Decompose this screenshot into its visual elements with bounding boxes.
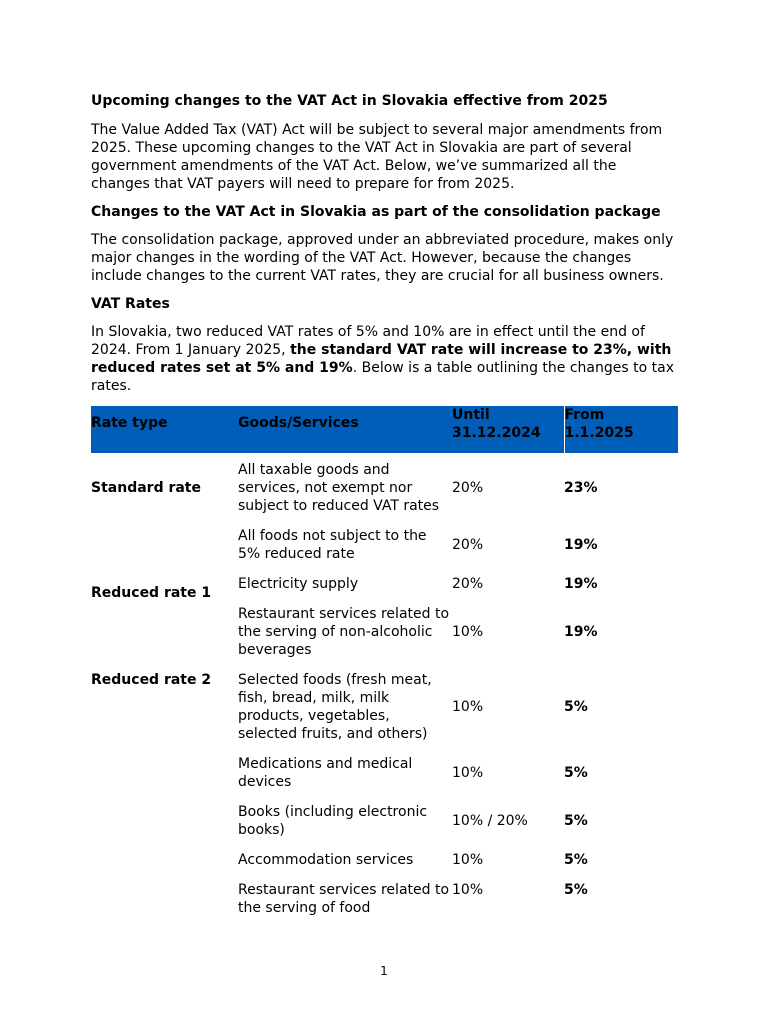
until-cell: 10% <box>452 882 484 898</box>
document-page <box>91 92 678 921</box>
document-title: Upcoming changes to the VAT Act in Slovakia effective from 2025 <box>91 93 608 109</box>
from-cell: 19% <box>564 624 598 640</box>
header-until: Until 31.12.2024 <box>452 406 564 453</box>
until-cell: 20% <box>452 480 484 496</box>
rate-type-cell: Reduced rate 1 <box>91 585 212 601</box>
rate-type-cell: Standard rate <box>91 480 201 496</box>
consolidation-paragraph: The consolidation package, approved under an abbreviated procedure, makes only major changes in the wording of the VAT Act. However, because the changes include changes to the current VAT rates, they are crucial for all business owners. <box>91 232 674 284</box>
from-cell: 5% <box>564 699 588 715</box>
header-rate-type: Rate type <box>91 406 238 453</box>
until-cell: 10% / 20% <box>452 813 528 829</box>
goods-cell: Restaurant services related to the serving of non-alcoholic beverages <box>238 606 450 658</box>
rates-text-part-2: . Below is a table outlining the changes to tax rates. <box>91 360 674 394</box>
consolidation-heading: Changes to the VAT Act in Slovakia as part of the consolidation package <box>91 204 661 220</box>
table-row <box>91 663 678 747</box>
table-row <box>91 519 678 567</box>
from-cell: 5% <box>564 765 588 781</box>
from-cell: 23% <box>564 480 598 496</box>
goods-cell: Electricity supply <box>238 576 359 592</box>
rate-type-cell: Reduced rate 2 <box>91 672 212 688</box>
until-cell: 10% <box>452 852 484 868</box>
from-cell: 19% <box>564 576 598 592</box>
header-from: From 1.1.2025 <box>564 406 678 453</box>
vat-rates-heading: VAT Rates <box>91 296 170 312</box>
goods-cell: All taxable goods and services, not exempt nor subject to reduced VAT rates <box>238 462 440 514</box>
vat-rates-paragraph <box>91 323 678 395</box>
table-row <box>91 453 678 519</box>
goods-cell: Accommodation services <box>238 852 414 868</box>
goods-cell: Restaurant services related to the serving of food <box>238 882 450 916</box>
from-cell: 5% <box>564 813 588 829</box>
until-cell: 20% <box>452 537 484 553</box>
goods-cell: Medications and medical devices <box>238 756 413 790</box>
rates-text-part-1: In Slovakia, two reduced VAT rates of 5% and 10% are in effect until the end of 2024. From 1 January 2025, <box>91 324 645 358</box>
goods-cell: Selected foods (fresh meat, fish, bread, milk, milk products, vegetables, selected fruits, and others) <box>238 672 432 742</box>
until-cell: 10% <box>452 624 484 640</box>
goods-cell: All foods not subject to the 5% reduced rate <box>238 528 427 562</box>
page-number: 1 <box>380 964 388 978</box>
vat-rates-table <box>91 406 678 921</box>
goods-cell: Books (including electronic books) <box>238 804 428 838</box>
from-cell: 5% <box>564 852 588 868</box>
from-cell: 5% <box>564 882 588 898</box>
from-cell: 19% <box>564 537 598 553</box>
rates-text-bold: the standard VAT rate will increase to 23%, with reduced rates set at 5% and 19% <box>91 342 672 376</box>
table-header-row <box>91 406 678 453</box>
header-goods-services: Goods/Services <box>238 406 452 453</box>
until-cell: 10% <box>452 699 484 715</box>
intro-paragraph: The Value Added Tax (VAT) Act will be subject to several major amendments from 2025. These upcoming changes to the VAT Act in Slovakia are part of several government amendments of the VAT Act. Below, we’ve summarized all the changes that VAT payers will need to prepare for from 2025. <box>91 122 663 192</box>
until-cell: 20% <box>452 576 484 592</box>
until-cell: 10% <box>452 765 484 781</box>
